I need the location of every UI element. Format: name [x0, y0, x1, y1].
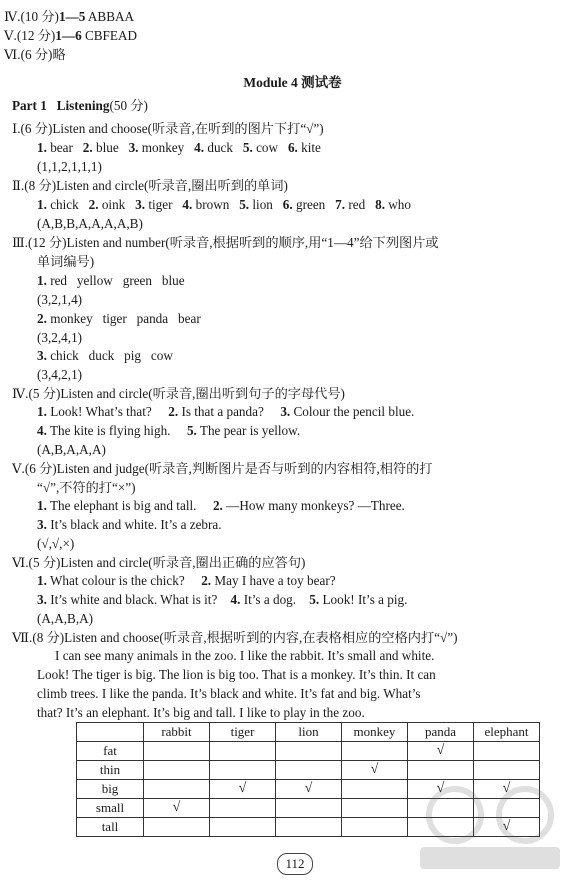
- section-6-answer: (A,A,B,A): [37, 611, 94, 626]
- passage-line-3: climb trees. I like the panda. It’s black and white. It’s fat and big. What’s: [37, 686, 421, 701]
- table-cell: [276, 742, 342, 761]
- section-4-answer: (A,B,A,A,A): [37, 442, 106, 457]
- section-2-items: 1. chick 2. oink 3. tiger 4. brown 5. lion 6. green 7. red 8. who: [37, 197, 411, 212]
- table-cell: [342, 780, 408, 799]
- table-cell: [210, 799, 276, 818]
- row-header: fat: [77, 742, 144, 761]
- row-header: thin: [77, 761, 144, 780]
- answer-line-6: Ⅵ.(6 分)略: [4, 47, 66, 62]
- section-6-line-2: 3. It’s white and black. What is it? 4. It’s a dog. 5. Look! It’s a pig.: [37, 592, 408, 607]
- answer-line-4: Ⅳ.(10 分)1—5 ABBAA: [4, 9, 135, 24]
- table-cell: [210, 742, 276, 761]
- passage-line-4: that? It’s an elephant. It’s big and tall. I like to play in the zoo.: [37, 705, 365, 720]
- column-header: rabbit: [144, 723, 210, 742]
- table-cell: √: [474, 780, 540, 799]
- row-header: tall: [77, 818, 144, 837]
- passage-line-1: I can see many animals in the zoo. I like the rabbit. It’s small and white.: [55, 648, 435, 663]
- table-cell: √: [144, 799, 210, 818]
- section-3-heading: Ⅲ.(12 分)Listen and number(听录音,根据听到的顺序,用“1—4”给下列图片或: [12, 235, 439, 250]
- answer-line-5: Ⅴ.(12 分)1—6 CBFEAD: [4, 28, 137, 43]
- section-4-line-1: 1. Look! What’s that? 2. Is that a panda? 3. Colour the pencil blue.: [37, 404, 415, 419]
- table-cell: [342, 742, 408, 761]
- column-header: panda: [408, 723, 474, 742]
- passage-line-2: Look! The tiger is big. The lion is big too. That is a monkey. It’s thin. It can: [37, 667, 436, 682]
- column-header: elephant: [474, 723, 540, 742]
- table-row: [77, 742, 540, 761]
- section-1-items: 1. bear 2. blue 3. monkey 4. duck 5. cow 6. kite: [37, 140, 321, 155]
- section-2-heading: Ⅱ.(8 分)Listen and circle(听录音,圈出听到的单词): [12, 178, 288, 193]
- table-cell: √: [474, 818, 540, 837]
- table-header-row: [77, 723, 540, 742]
- section-2-answer: (A,B,B,A,A,A,A,B): [37, 216, 143, 231]
- table-cell: [276, 799, 342, 818]
- part-heading: Part 1 Listening(50 分): [12, 98, 148, 113]
- section-1-heading: Ⅰ.(6 分)Listen and choose(听录音,在听到的图片下打“√”): [12, 121, 324, 136]
- table-cell: √: [408, 780, 474, 799]
- section-3-group-1: 1. red yellow green blue: [37, 273, 185, 288]
- section-5-heading-cont: “√”,不符的打“×”): [37, 480, 136, 495]
- section-5-line-1: 1. The elephant is big and tall. 2. —How many monkeys? —Three.: [37, 498, 405, 513]
- column-header: monkey: [342, 723, 408, 742]
- table-cell: [210, 761, 276, 780]
- table-cell: [144, 742, 210, 761]
- table-cell: [276, 761, 342, 780]
- column-header: lion: [276, 723, 342, 742]
- section-3-answer-2: (3,2,4,1): [37, 330, 83, 345]
- section-5-answer: (√,√,×): [37, 536, 75, 551]
- watermark-logo: [400, 775, 580, 875]
- section-7-heading: Ⅶ.(8 分)Listen and choose(听录音,根据听到的内容,在表格相应的空格内打“√”): [12, 630, 458, 645]
- table-cell: [144, 761, 210, 780]
- section-4-heading: Ⅳ.(5 分)Listen and circle(听录音,圈出听到句子的字母代号): [12, 386, 345, 401]
- table-cell: [276, 818, 342, 837]
- section-6-heading: Ⅵ.(5 分)Listen and circle(听录音,圈出正确的应答句): [12, 555, 306, 570]
- table-cell: [144, 780, 210, 799]
- table-cell: [144, 818, 210, 837]
- table-cell: [342, 799, 408, 818]
- table-cell: [474, 742, 540, 761]
- section-3-heading-cont: 单词编号): [37, 254, 95, 269]
- row-header: big: [77, 780, 144, 799]
- table-cell: √: [342, 761, 408, 780]
- table-cell: √: [276, 780, 342, 799]
- section-5-heading: Ⅴ.(6 分)Listen and judge(听录音,判断图片是否与听到的内容相符,相符的打: [12, 461, 433, 476]
- section-6-line-1: 1. What colour is the chick? 2. May I have a toy bear?: [37, 573, 336, 588]
- test-title: Module 4 测试卷: [243, 75, 342, 90]
- section-4-line-2: 4. The kite is flying high. 5. The pear is yellow.: [37, 423, 301, 438]
- table-cell: √: [408, 742, 474, 761]
- table-cell: [210, 818, 276, 837]
- row-header: small: [77, 799, 144, 818]
- section-3-answer-3: (3,4,2,1): [37, 367, 83, 382]
- section-3-group-2: 2. monkey tiger panda bear: [37, 311, 201, 326]
- table-corner-cell: [77, 723, 144, 742]
- section-3-answer-1: (3,2,1,4): [37, 292, 83, 307]
- table-cell: √: [210, 780, 276, 799]
- section-5-line-2: 3. It’s black and white. It’s a zebra.: [37, 517, 222, 532]
- page-number: 112: [277, 853, 313, 875]
- table-cell: [342, 818, 408, 837]
- section-1-answer: (1,1,2,1,1,1): [37, 159, 102, 174]
- section-3-group-3: 3. chick duck pig cow: [37, 348, 173, 363]
- column-header: tiger: [210, 723, 276, 742]
